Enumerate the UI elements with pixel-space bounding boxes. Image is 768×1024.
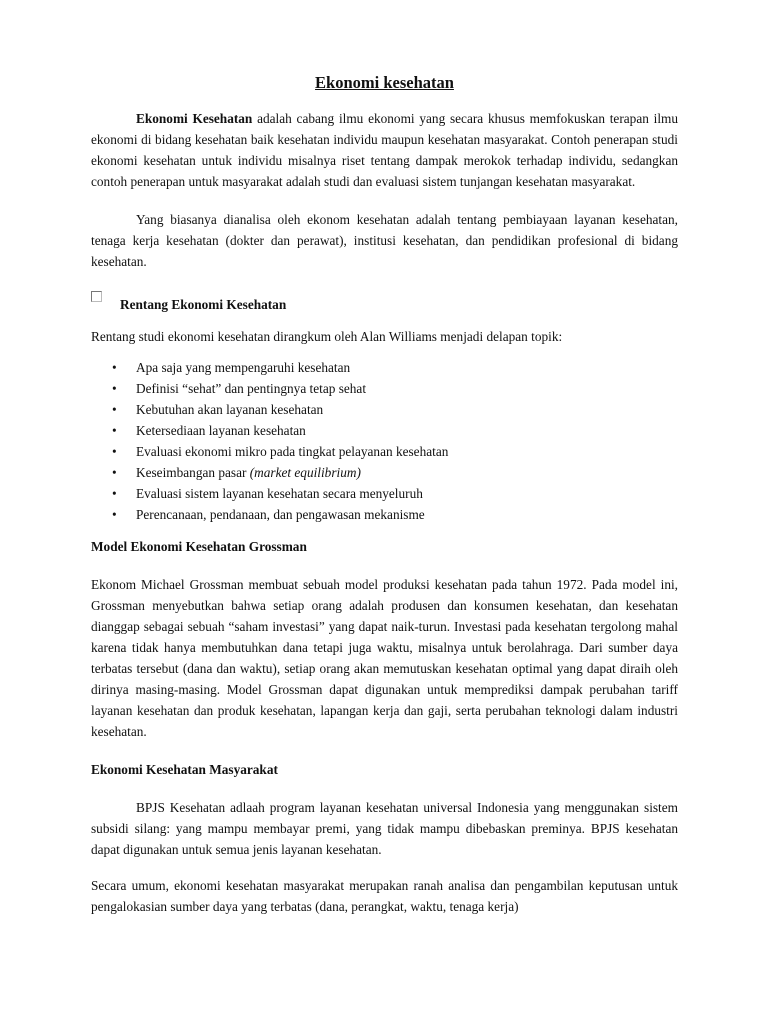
intro-body: adalah cabang ilmu ekonomi yang secara khusus memfokuskan terapan ilmu ekonomi di bidang kesehatan baik kesehatan individu maupun kesehatan masyarakat. Contoh penerapan studi ekonomi kesehatan untuk individu misalnya riset tentang dampak merokok terhadap individu, sedangkan contoh penerapan untuk masyarakat adalah studi dan evaluasi sistem tunjangan kesehatan masyarakat. xyxy=(91,111,679,189)
topic-label: Evaluasi sistem layanan kesehatan secara menyeluruh xyxy=(136,486,423,501)
list-item xyxy=(91,399,678,420)
document-page xyxy=(91,70,678,917)
topic-label: Kebutuhan akan layanan kesehatan xyxy=(136,402,324,417)
bullet-icon: • xyxy=(112,465,117,480)
page-title: Ekonomi kesehatan xyxy=(315,73,454,92)
bullet-icon: • xyxy=(112,507,117,522)
topic-label: Apa saja yang mempengaruhi kesehatan xyxy=(136,360,351,375)
rentang-heading-row xyxy=(91,290,678,311)
list-item xyxy=(91,357,678,378)
list-item xyxy=(91,462,678,483)
scope-paragraph: Yang biasanya dianalisa oleh ekonom kesehatan adalah tentang pembiayaan layanan kesehatan, tenaga kerja kesehatan (dokter dan perawat), institusi kesehatan, dan pendidikan profesional di bidang kesehatan. xyxy=(91,212,678,269)
bpjs-paragraph: BPJS Kesehatan adlaah program layanan kesehatan universal Indonesia yang menggunakan sistem subsidi silang: yang mampu membayar premi, yang tidak mampu dibebaskan preminya. BPJS kesehatan dapat digunakan untuk semua jenis layanan kesehatan. xyxy=(91,800,678,857)
closing-paragraph: Secara umum, ekonomi kesehatan masyarakat merupakan ranah analisa dan pengambilan keputusan untuk pengalokasian sumber daya yang terbatas (dana, perangkat, waktu, tenaga kerja) xyxy=(91,878,678,914)
bullet-icon: • xyxy=(112,360,117,375)
topic-label: Perencanaan, pendanaan, dan pengawasan mekanisme xyxy=(136,507,425,522)
rentang-intro: Rentang studi ekonomi kesehatan dirangkum oleh Alan Williams menjadi delapan topik: xyxy=(91,329,563,344)
bullet-icon: • xyxy=(112,381,117,396)
grossman-paragraph: Ekonom Michael Grossman membuat sebuah model produksi kesehatan pada tahun 1972. Pada model ini, Grossman menyebutkan bahwa setiap orang adalah produsen dan konsumen kesehatan, dan kesehatan dianggap sebagai sebuah “saham investasi” yang dapat naik-turun. Investasi pada kesehatan tergolong mahal karena tidak hanya membutuhkan dana tetapi juga waktu, misalnya untuk berolahraga. Dari sumber daya terbatas tersebut (dana dan waktu), setiap orang akan memutuskan kesehatan optimal yang dapat diraih oleh dirinya masing-masing. Model Grossman dapat digunakan untuk memprediksi dampak perubahan tariff layanan kesehatan dan produk kesehatan, lapangan kerja dan gaji, serta perubahan teknologi dalam industri kesehatan. xyxy=(91,577,678,739)
checkbox-icon xyxy=(91,291,102,302)
grossman-heading: Model Ekonomi Kesehatan Grossman xyxy=(91,539,307,554)
topic-label-italic: (market equilibrium) xyxy=(249,465,361,480)
topic-label: Keseimbangan pasar xyxy=(136,465,250,480)
topic-label: Definisi “sehat” dan pentingnya tetap sehat xyxy=(136,381,367,396)
intro-lead-term: Ekonomi Kesehatan xyxy=(136,111,253,126)
rentang-heading: Rentang Ekonomi Kesehatan xyxy=(120,297,287,312)
list-item xyxy=(91,483,678,504)
bullet-icon: • xyxy=(112,486,117,501)
topic-label: Evaluasi ekonomi mikro pada tingkat pelayanan kesehatan xyxy=(136,444,449,459)
list-item xyxy=(91,378,678,399)
topic-list xyxy=(91,357,678,525)
list-item xyxy=(91,420,678,441)
masyarakat-heading: Ekonomi Kesehatan Masyarakat xyxy=(91,762,278,777)
bullet-icon: • xyxy=(112,402,117,417)
intro-paragraph xyxy=(91,108,678,192)
topic-label: Ketersediaan layanan kesehatan xyxy=(136,423,306,438)
list-item xyxy=(91,504,678,525)
bullet-icon: • xyxy=(112,444,117,459)
list-item xyxy=(91,441,678,462)
bullet-icon: • xyxy=(112,423,117,438)
